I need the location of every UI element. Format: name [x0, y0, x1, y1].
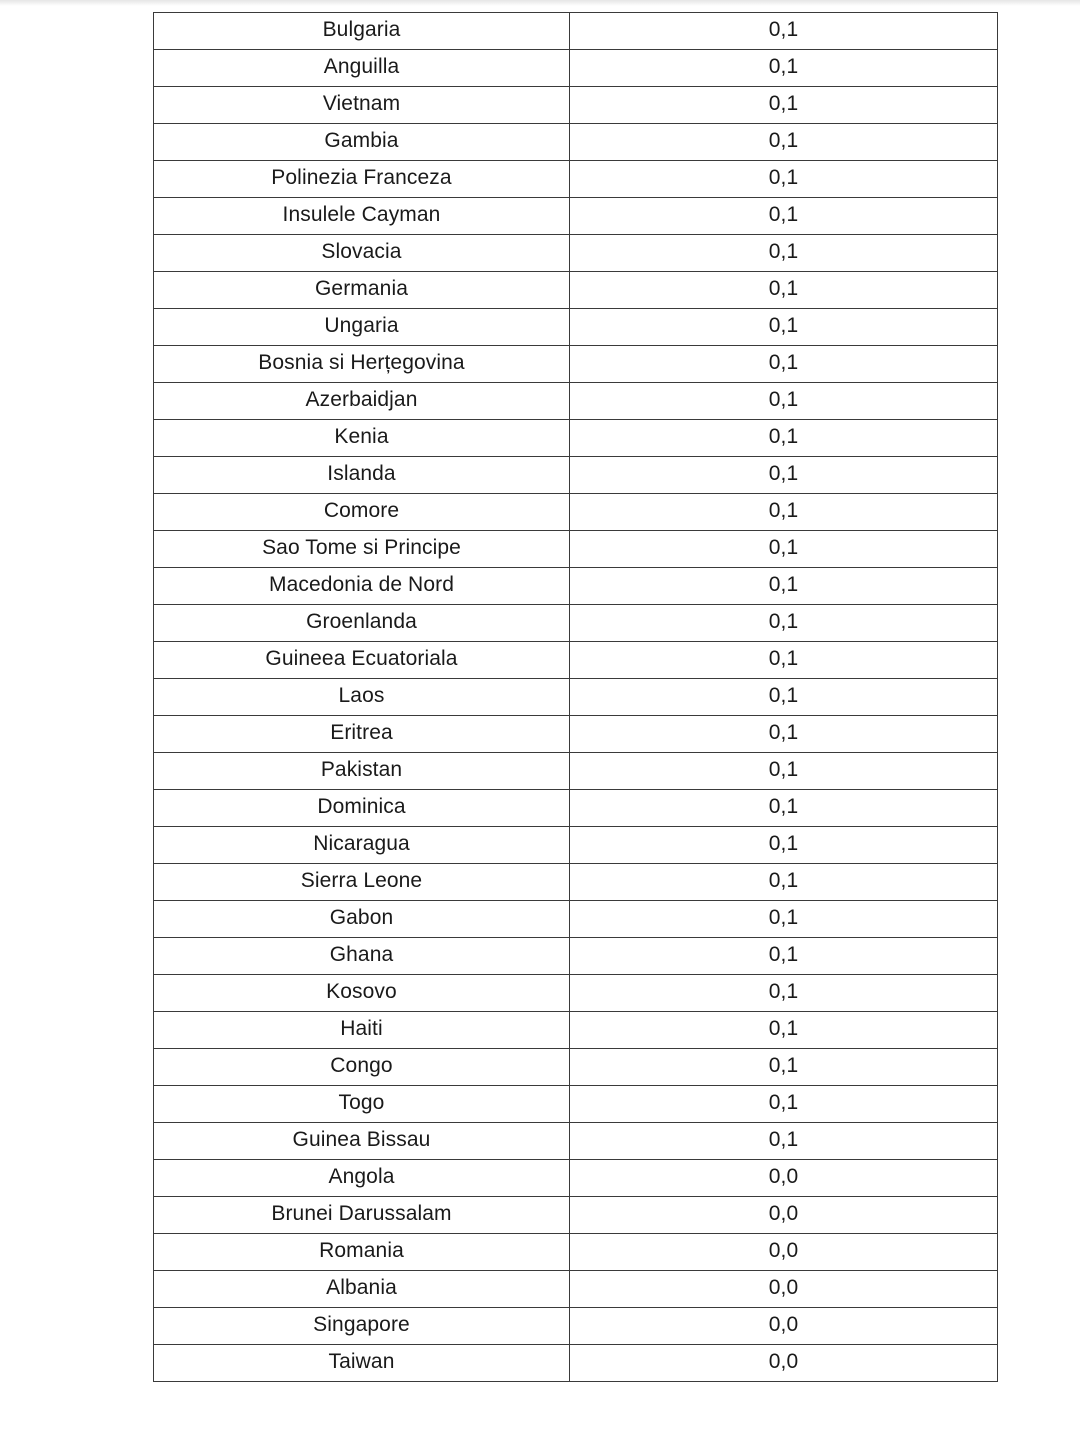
table-row — [154, 679, 998, 716]
value-cell: 0,1 — [570, 198, 998, 235]
table-row — [154, 309, 998, 346]
country-cell: Pakistan — [154, 753, 570, 790]
value-cell: 0,1 — [570, 864, 998, 901]
country-cell: Islanda — [154, 457, 570, 494]
country-cell: Slovacia — [154, 235, 570, 272]
country-cell: Angola — [154, 1160, 570, 1197]
table-row — [154, 1234, 998, 1271]
country-cell: Brunei Darussalam — [154, 1197, 570, 1234]
table-row — [154, 124, 998, 161]
country-cell: Groenlanda — [154, 605, 570, 642]
table-row — [154, 13, 998, 50]
table-body — [154, 13, 998, 1382]
table-row — [154, 494, 998, 531]
table-row — [154, 1271, 998, 1308]
country-cell: Nicaragua — [154, 827, 570, 864]
country-cell: Haiti — [154, 1012, 570, 1049]
country-cell: Kosovo — [154, 975, 570, 1012]
country-cell: Laos — [154, 679, 570, 716]
country-cell: Comore — [154, 494, 570, 531]
value-cell: 0,1 — [570, 1123, 998, 1160]
country-cell: Sierra Leone — [154, 864, 570, 901]
table-row — [154, 605, 998, 642]
table-row — [154, 1160, 998, 1197]
value-cell: 0,1 — [570, 87, 998, 124]
country-value-table — [153, 12, 998, 1382]
value-cell: 0,0 — [570, 1271, 998, 1308]
table-row — [154, 1012, 998, 1049]
value-cell: 0,1 — [570, 457, 998, 494]
country-cell: Eritrea — [154, 716, 570, 753]
table-row — [154, 420, 998, 457]
country-cell: Anguilla — [154, 50, 570, 87]
country-cell: Guinea Bissau — [154, 1123, 570, 1160]
value-cell: 0,1 — [570, 827, 998, 864]
value-cell: 0,1 — [570, 568, 998, 605]
value-cell: 0,1 — [570, 272, 998, 309]
country-cell: Insulele Cayman — [154, 198, 570, 235]
table-row — [154, 1308, 998, 1345]
table-row — [154, 198, 998, 235]
value-cell: 0,1 — [570, 346, 998, 383]
value-cell: 0,1 — [570, 679, 998, 716]
table-row — [154, 457, 998, 494]
value-cell: 0,1 — [570, 531, 998, 568]
table-row — [154, 1123, 998, 1160]
top-edge-shadow — [0, 0, 1080, 6]
table-row — [154, 235, 998, 272]
country-cell: Kenia — [154, 420, 570, 457]
country-cell: Taiwan — [154, 1345, 570, 1382]
value-cell: 0,1 — [570, 753, 998, 790]
value-cell: 0,1 — [570, 901, 998, 938]
table-row — [154, 864, 998, 901]
value-cell: 0,0 — [570, 1197, 998, 1234]
table-row — [154, 161, 998, 198]
table-row — [154, 1049, 998, 1086]
value-cell: 0,1 — [570, 420, 998, 457]
country-cell: Singapore — [154, 1308, 570, 1345]
country-cell: Ghana — [154, 938, 570, 975]
country-cell: Togo — [154, 1086, 570, 1123]
table-row — [154, 1345, 998, 1382]
table-row — [154, 901, 998, 938]
table-row — [154, 531, 998, 568]
value-cell: 0,1 — [570, 13, 998, 50]
value-cell: 0,0 — [570, 1308, 998, 1345]
value-cell: 0,1 — [570, 235, 998, 272]
table-row — [154, 50, 998, 87]
table-row — [154, 642, 998, 679]
country-cell: Sao Tome si Principe — [154, 531, 570, 568]
country-cell: Albania — [154, 1271, 570, 1308]
country-cell: Macedonia de Nord — [154, 568, 570, 605]
country-cell: Ungaria — [154, 309, 570, 346]
value-cell: 0,0 — [570, 1345, 998, 1382]
country-cell: Dominica — [154, 790, 570, 827]
country-cell: Gambia — [154, 124, 570, 161]
country-cell: Guineea Ecuatoriala — [154, 642, 570, 679]
value-cell: 0,1 — [570, 938, 998, 975]
table-row — [154, 87, 998, 124]
value-cell: 0,1 — [570, 1012, 998, 1049]
table-row — [154, 938, 998, 975]
table-row — [154, 272, 998, 309]
value-cell: 0,1 — [570, 642, 998, 679]
country-cell: Polinezia Franceza — [154, 161, 570, 198]
table-row — [154, 346, 998, 383]
value-cell: 0,1 — [570, 383, 998, 420]
value-cell: 0,0 — [570, 1234, 998, 1271]
value-cell: 0,1 — [570, 716, 998, 753]
table-row — [154, 1197, 998, 1234]
table-row — [154, 827, 998, 864]
table-row — [154, 753, 998, 790]
country-cell: Gabon — [154, 901, 570, 938]
value-cell: 0,1 — [570, 309, 998, 346]
table-row — [154, 1086, 998, 1123]
value-cell: 0,1 — [570, 161, 998, 198]
value-cell: 0,1 — [570, 790, 998, 827]
value-cell: 0,1 — [570, 494, 998, 531]
country-cell: Congo — [154, 1049, 570, 1086]
value-cell: 0,0 — [570, 1160, 998, 1197]
country-cell: Azerbaidjan — [154, 383, 570, 420]
country-cell: Romania — [154, 1234, 570, 1271]
value-cell: 0,1 — [570, 605, 998, 642]
country-cell: Bulgaria — [154, 13, 570, 50]
value-cell: 0,1 — [570, 1086, 998, 1123]
table-row — [154, 716, 998, 753]
value-cell: 0,1 — [570, 124, 998, 161]
country-cell: Vietnam — [154, 87, 570, 124]
value-cell: 0,1 — [570, 975, 998, 1012]
table-row — [154, 383, 998, 420]
table-row — [154, 975, 998, 1012]
value-cell: 0,1 — [570, 1049, 998, 1086]
table-row — [154, 568, 998, 605]
table-row — [154, 790, 998, 827]
country-cell: Bosnia si Herțegovina — [154, 346, 570, 383]
country-cell: Germania — [154, 272, 570, 309]
value-cell: 0,1 — [570, 50, 998, 87]
